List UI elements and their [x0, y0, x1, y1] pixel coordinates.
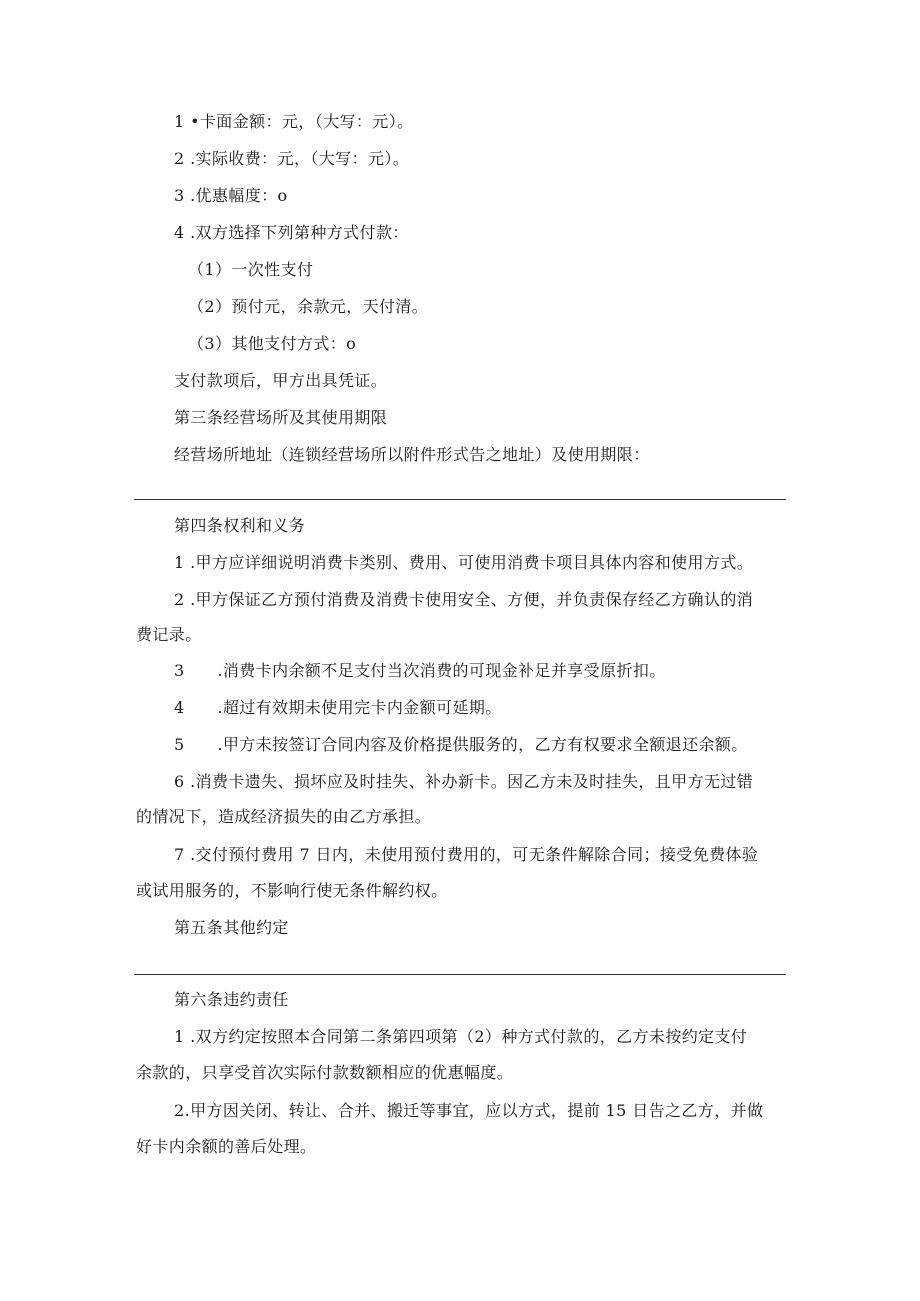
section4-heading: 第四条权利和义务: [174, 516, 306, 535]
item-discount: 3 .优惠幅度：o: [174, 186, 288, 205]
section4-item-2: 2 .甲方保证乙方预付消费及消费卡使用安全、方便，并负责保存经乙方确认的消: [174, 590, 754, 609]
section4-item-5: 5 .甲方未按签订合同内容及价格提供服务的，乙方有权要求全额退还余额。: [174, 735, 748, 754]
blank-fill-line-2: [134, 974, 786, 975]
section6-item-1-cont: 余款的，只享受首次实际付款数额相应的优惠幅度。: [136, 1063, 514, 1082]
item-card-amount: 1 •卡面金额：元，（大写：元）。: [174, 112, 414, 131]
item-actual-fee: 2 .实际收费：元，（大写：元）。: [174, 149, 410, 168]
item-payment-method: 4 .双方选择下列第种方式付款：: [174, 223, 409, 242]
section3-address: 经营场所地址（连锁经营场所以附件形式告之地址）及使用期限：: [174, 445, 650, 464]
section4-item-2-cont: 费记录。: [136, 625, 202, 644]
payment-option-3: （3）其他支付方式：o: [188, 334, 357, 353]
section4-item-6-cont: 的情况下，造成经济损失的由乙方承担。: [136, 807, 432, 826]
payment-option-2: （2）预付元，余款元，天付清。: [188, 297, 429, 316]
receipt-note: 支付款项后，甲方出具凭证。: [174, 371, 388, 390]
section4-item-3: 3 .消费卡内余额不足支付当次消费的可现金补足并享受原折扣。: [174, 661, 666, 680]
section6-heading: 第六条违约责任: [174, 990, 289, 1009]
section6-item-2: 2.甲方因关闭、转让、合并、搬迁等事宜，应以方式，提前 15 日告之乙方，并做: [174, 1101, 764, 1120]
section4-item-7-cont: 或试用服务的，不影响行使无条件解约权。: [136, 881, 448, 900]
section4-item-4: 4 .超过有效期未使用完卡内金额可延期。: [174, 698, 502, 717]
section5-heading: 第五条其他约定: [174, 918, 289, 937]
section4-item-6: 6 .消费卡遗失、损坏应及时挂失、补办新卡。因乙方未及时挂失，且甲方无过错: [174, 772, 754, 791]
section4-item-7: 7 .交付预付费用 7 日内，未使用预付费用的，可无条件解除合同；接受免费体验: [174, 845, 759, 864]
section6-item-1: 1 .双方约定按照本合同第二条第四项第（2）种方式付款的，乙方未按约定支付: [174, 1027, 748, 1046]
blank-fill-line-1: [134, 499, 786, 500]
section6-item-2-cont: 好卡内余额的善后处理。: [136, 1137, 317, 1156]
payment-option-1: （1）一次性支付: [188, 260, 314, 279]
section3-heading: 第三条经营场所及其使用期限: [174, 408, 388, 427]
section4-item-1: 1 .甲方应详细说明消费卡类别、费用、可使用消费卡项目具体内容和使用方式。: [174, 553, 754, 572]
